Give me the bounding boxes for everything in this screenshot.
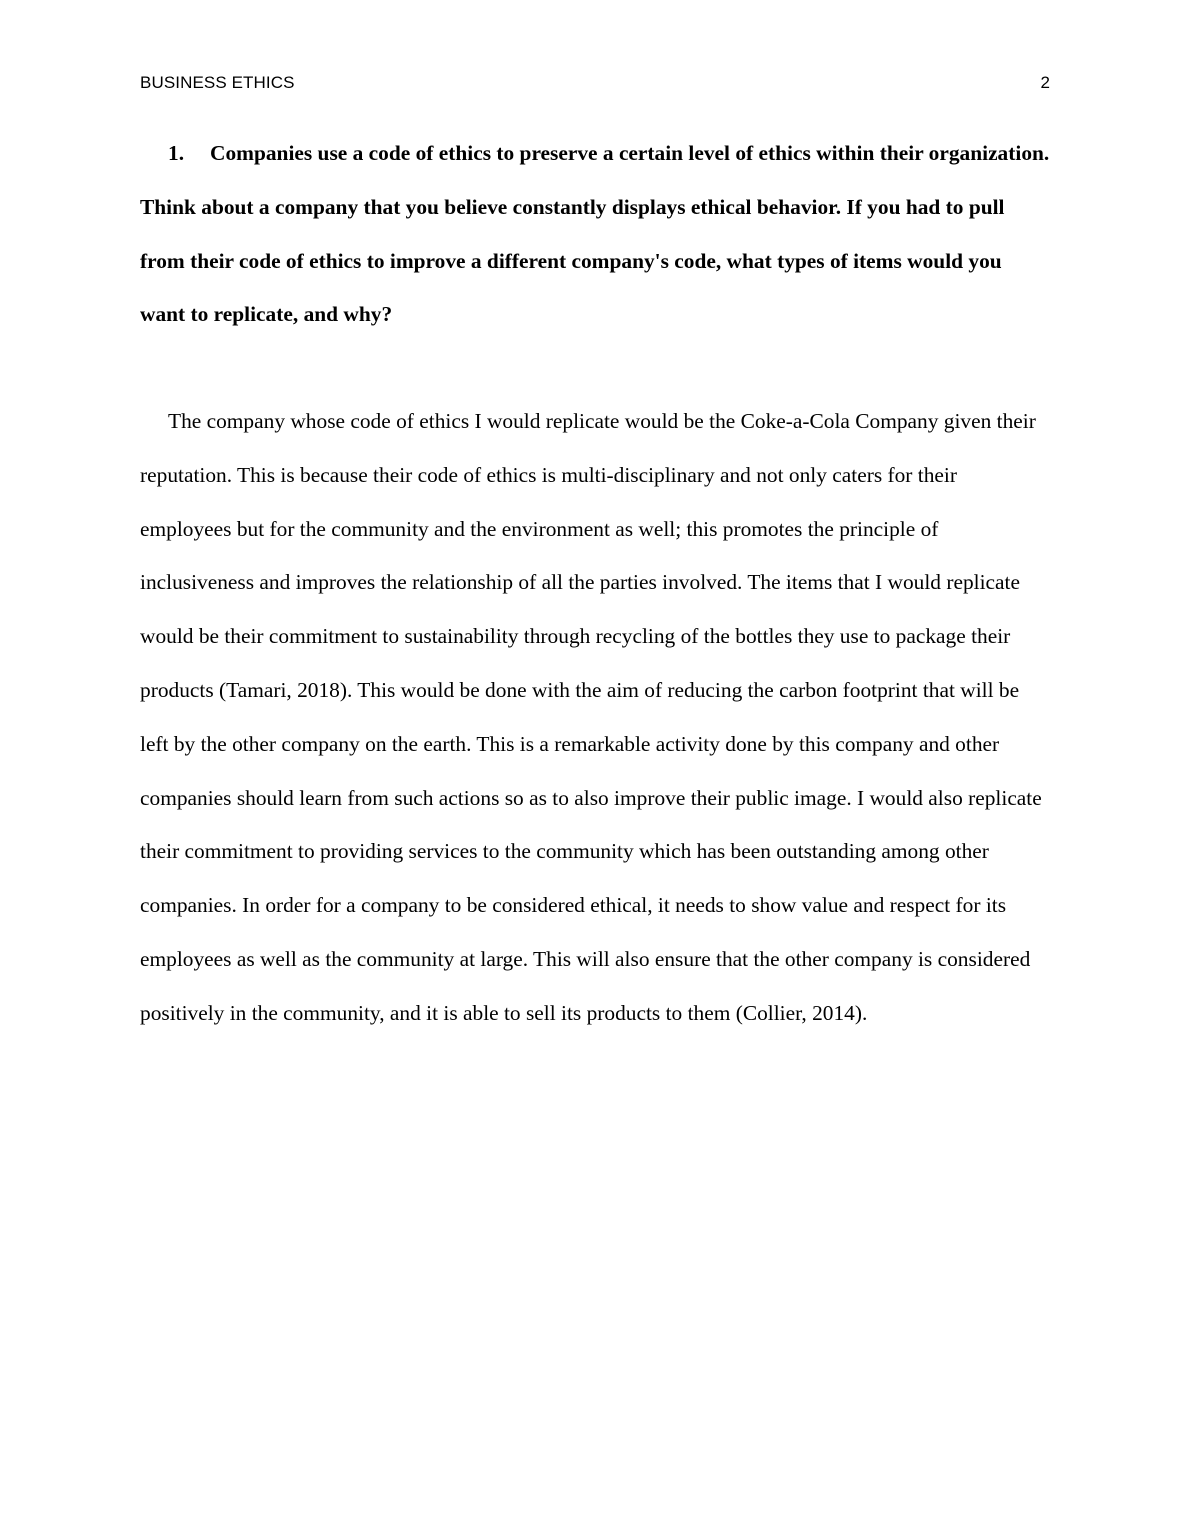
running-head: BUSINESS ETHICS: [140, 73, 295, 92]
answer-paragraph: The company whose code of ethics I would replicate would be the Coke-a-Cola Company given their reputation. This is because their code of ethics is multi-disciplinary and not only caters for their employees but for the community and the environment as well; this promotes the principle of inclusiveness and improves the relationship of all the parties involved. The items that I would replicate would be their commitment to sustainability through recycling of the bottles they use to package their products (Tamari, 2018). This would be done with the aim of reducing the carbon footprint that will be left by the other company on the earth. This is a remarkable activity done by this company and other companies should learn from such actions so as to also improve their public image. I would also replicate their commitment to providing services to the community which has been outstanding among other companies. In order for a company to be considered ethical, it needs to show value and respect for its employees as well as the community at large. This will also ensure that the other company is considered positively in the community, and it is able to sell its products to them (Collier, 2014).: [140, 409, 1042, 1025]
question-number: 1.: [168, 141, 185, 165]
page-number: 2: [1040, 73, 1050, 92]
question-text: Companies use a code of ethics to preserve a certain level of ethics within their organization. Think about a company that you believe constantly displays ethical behavior. If you had to pull from their code of ethics to improve a different company's code, what types of items would you want to replicate, and why?: [140, 141, 1050, 327]
question-prompt: [140, 127, 1050, 342]
